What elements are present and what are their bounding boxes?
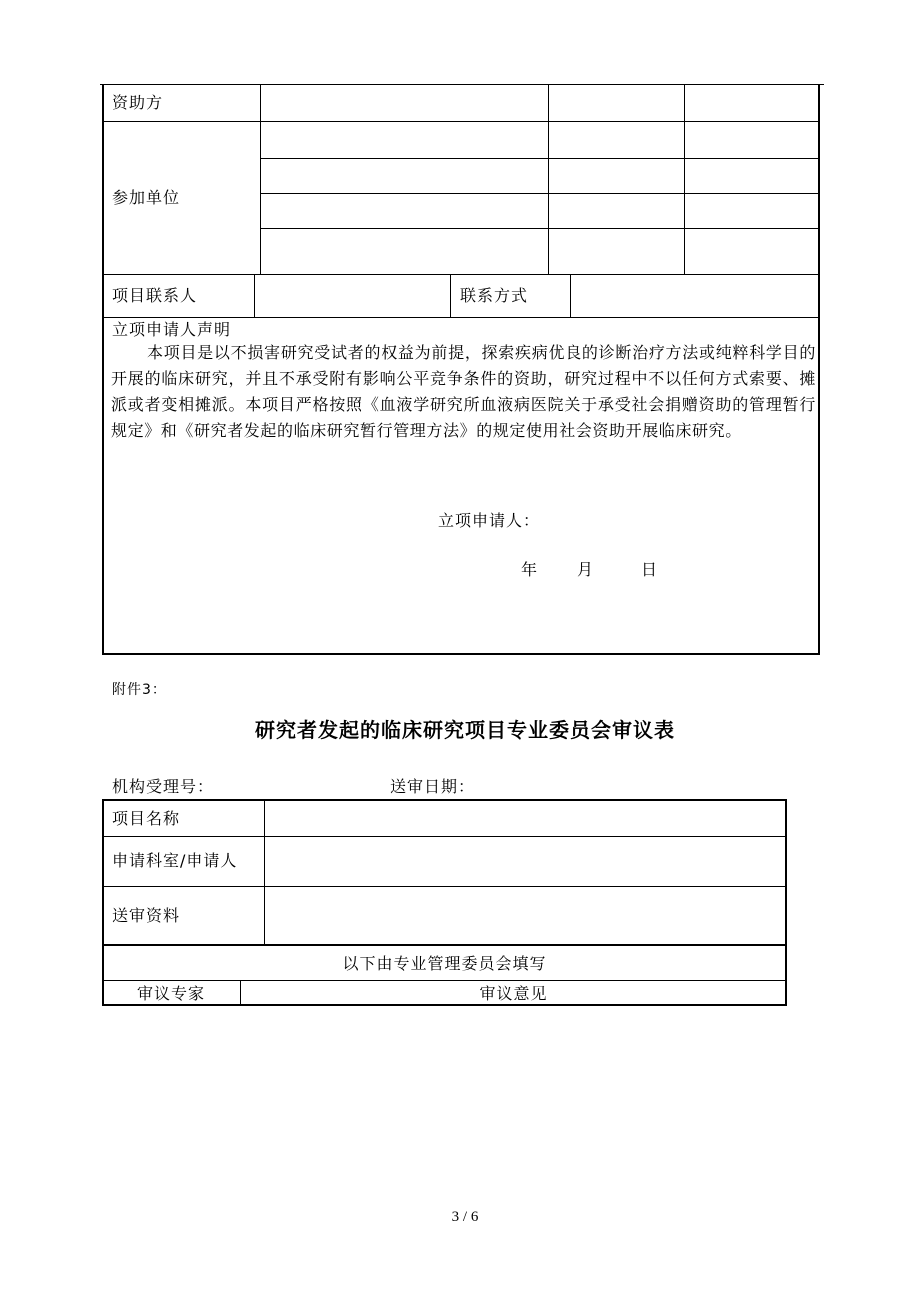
- col-divider: [264, 799, 265, 944]
- committee-fill-label: 以下由专业管理委员会填写: [342, 954, 547, 973]
- row-divider: [102, 944, 787, 946]
- accept-number-label: 机构受理号：: [112, 777, 215, 796]
- col-divider: [254, 274, 255, 317]
- table-border: [818, 84, 820, 654]
- col-divider: [260, 84, 261, 274]
- table-border: [102, 799, 104, 1005]
- sponsor-label: 资助方: [112, 93, 164, 112]
- review-opinion-label: 审议意见: [479, 984, 548, 1003]
- table-border: [102, 653, 820, 655]
- row-divider: [102, 274, 820, 275]
- table-border: [102, 1004, 787, 1006]
- row-divider: [260, 193, 820, 194]
- col-divider: [684, 84, 685, 274]
- row-divider: [260, 228, 820, 229]
- row-divider: [102, 886, 787, 887]
- row-divider: [102, 317, 820, 318]
- col-divider: [548, 84, 549, 274]
- row-divider: [260, 158, 820, 159]
- signer-label: 立项申请人：: [438, 511, 541, 530]
- table-border: [102, 799, 787, 801]
- day-label: 日: [641, 560, 659, 579]
- declaration-heading: 立项申请人声明: [112, 320, 232, 339]
- submitted-materials-label: 送审资料: [112, 906, 181, 925]
- attachment-label: 附件3：: [112, 682, 167, 698]
- participating-units-label: 参加单位: [112, 188, 181, 207]
- project-contact-label: 项目联系人: [112, 286, 198, 305]
- form-title: 研究者发起的临床研究项目专业委员会审议表: [255, 718, 675, 742]
- declaration-body: 本项目是以不损害研究受试者的权益为前提，探索疾病优良的诊断治疗方法或纯粹科学目的开展的临床研究，并且不承受附有影响公平竞争条件的资助，研究过程中不以任何方式索要、摊派或者变相摊派。本项目严格按照《血液学研究所血液病医院关于承受社会捐赠资助的管理暂行规定》和《研究者发起的临床研究暂行管理方法》的规定使用社会资助开展临床研究。: [111, 343, 816, 440]
- col-divider: [570, 274, 571, 317]
- row-divider: [102, 836, 787, 837]
- year-label: 年: [521, 560, 539, 579]
- row-divider: [102, 121, 820, 122]
- contact-method-label: 联系方式: [460, 286, 529, 305]
- col-divider: [450, 274, 451, 317]
- month-label: 月: [577, 560, 595, 579]
- table-border: [100, 84, 824, 85]
- page-number: 3 / 6: [451, 1209, 479, 1225]
- project-name-label: 项目名称: [112, 809, 181, 828]
- table-border: [785, 799, 787, 1005]
- table-border: [102, 84, 104, 654]
- row-divider: [102, 980, 787, 981]
- review-expert-label: 审议专家: [136, 984, 205, 1003]
- dept-applicant-label: 申请科室/申请人: [112, 851, 238, 870]
- submit-date-label: 送审日期：: [390, 777, 476, 796]
